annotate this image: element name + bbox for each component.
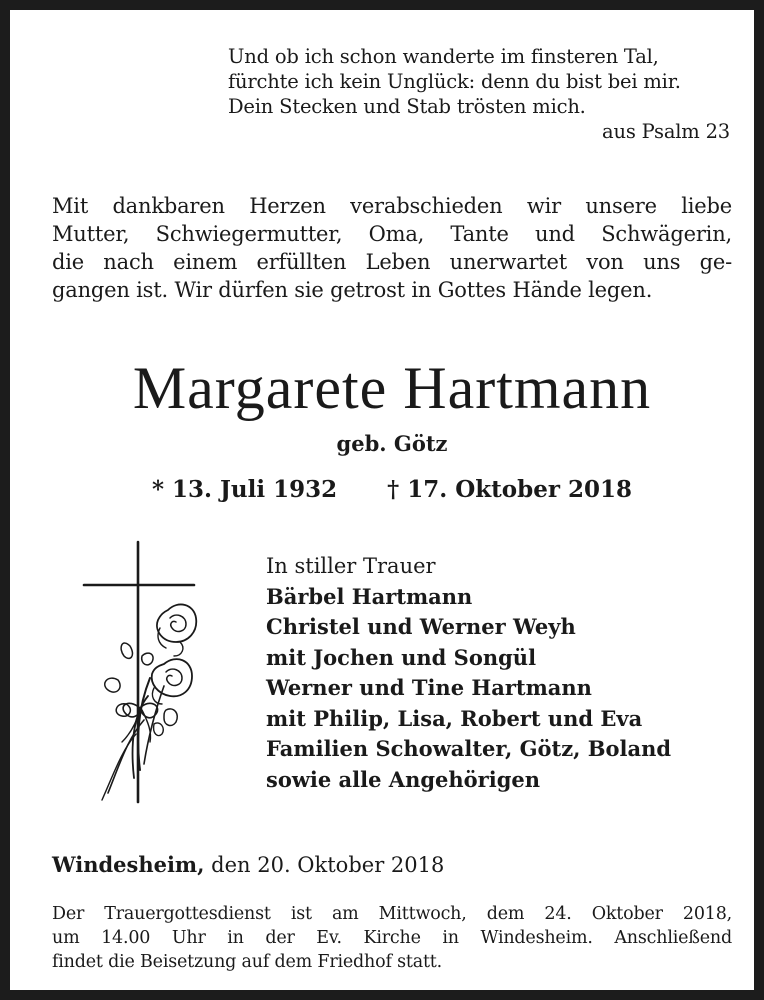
intro-line: gangen ist. Wir dürfen sie getrost in Gottes Hände legen. bbox=[52, 278, 653, 302]
birth-date: * 13. Juli 1932 bbox=[151, 476, 338, 503]
intro-paragraph bbox=[52, 192, 732, 304]
psalm-source: aus Psalm 23 bbox=[602, 120, 730, 143]
psalm-line: fürchte ich kein Unglück: denn du bist bei mir. bbox=[228, 70, 681, 93]
mourner-entry: Familien Schowalter, Götz, Boland bbox=[266, 736, 672, 761]
mourner-entry: mit Jochen und Songül bbox=[266, 644, 537, 670]
service-line: Der Trauergottesdienst ist am Mittwoch, dem 24. Oktober 2018, bbox=[52, 904, 732, 924]
mourners-heading: In stiller Trauer bbox=[266, 554, 436, 578]
mourner-entry: Werner und Tine Hartmann bbox=[266, 675, 592, 700]
life-dates bbox=[10, 474, 764, 506]
mourners-list bbox=[266, 551, 746, 795]
cross-with-roses-icon bbox=[78, 538, 208, 808]
mourner-entry: sowie alle Angehörigen bbox=[266, 766, 541, 792]
intro-line: Mutter, Schwiegermutter, Oma, Tante und Schwägerin, bbox=[52, 222, 732, 246]
death-date: † 17. Oktober 2018 bbox=[387, 476, 633, 503]
psalm-quote bbox=[228, 44, 730, 144]
notice-date: den 20. Oktober 2018 bbox=[211, 853, 445, 877]
mourner-entry: Bärbel Hartmann bbox=[266, 583, 473, 609]
place-and-date bbox=[52, 850, 444, 880]
deceased-name: Margarete Hartmann bbox=[132, 355, 652, 421]
intro-line: Mit dankbaren Herzen verabschieden wir unsere liebe bbox=[52, 194, 732, 218]
place-name: Windesheim, bbox=[52, 852, 205, 877]
mourner-entry: Christel und Werner Weyh bbox=[266, 614, 576, 639]
psalm-line: Und ob ich schon wanderte im finsteren Tal, bbox=[228, 45, 659, 68]
service-line: findet die Beisetzung auf dem Friedhof statt. bbox=[52, 952, 442, 972]
maiden-name: geb. Götz bbox=[336, 431, 448, 456]
psalm-line: Dein Stecken und Stab trösten mich. bbox=[228, 95, 586, 118]
service-line: um 14.00 Uhr in der Ev. Kirche in Windesheim. Anschließend bbox=[52, 928, 732, 948]
mourner-entry: mit Philip, Lisa, Robert und Eva bbox=[266, 705, 643, 731]
intro-line: die nach einem erfüllten Leben unerwartet von uns ge- bbox=[52, 250, 732, 274]
service-info bbox=[52, 902, 732, 974]
